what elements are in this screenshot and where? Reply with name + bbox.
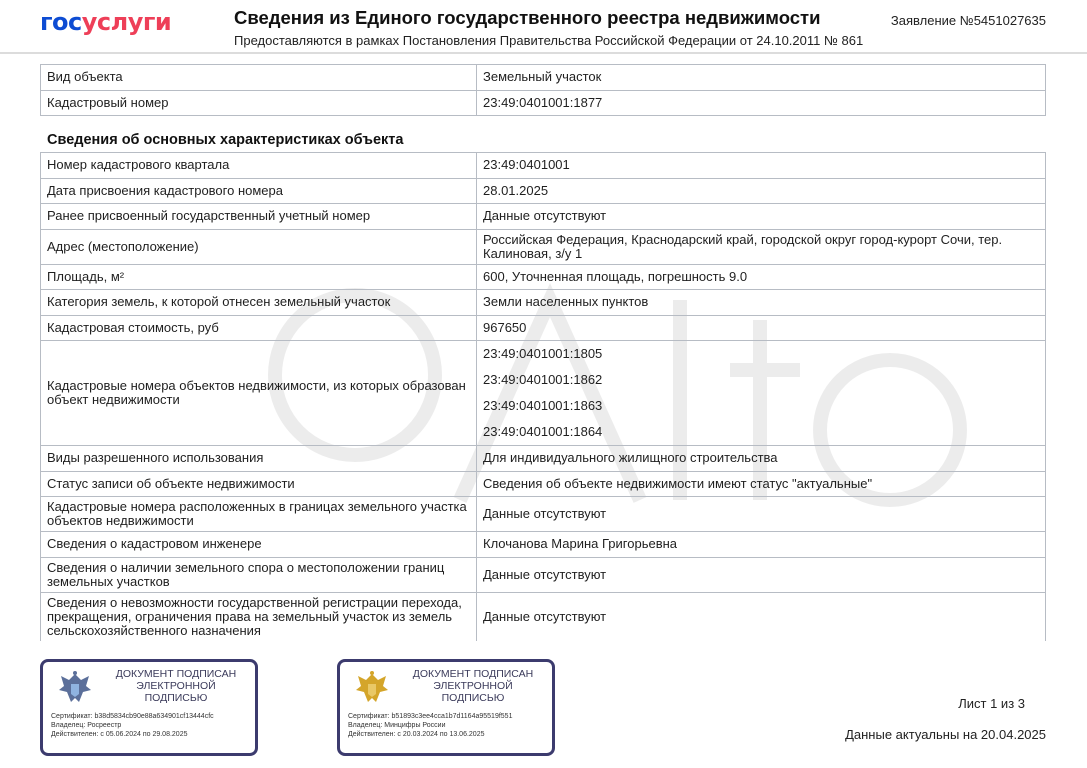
- row-label: Сведения о невозможности государственной регистрации перехода, прекращения, ограничения права на земельный участок из земель сельскохозяйственного назначения: [41, 592, 477, 641]
- row-value: Данные отсутствуют: [477, 204, 1046, 230]
- row-label: Дата присвоения кадастрового номера: [41, 178, 477, 204]
- page-indicator: Лист 1 из 3: [958, 696, 1025, 711]
- section-title: Сведения об основных характеристиках объекта: [47, 132, 404, 148]
- table-row: [41, 341, 1046, 446]
- row-value: 28.01.2025: [477, 178, 1046, 204]
- row-value: 967650: [477, 315, 1046, 341]
- document-title: Сведения из Единого государственного реестра недвижимости: [234, 7, 821, 28]
- row-value-list: [477, 341, 1046, 446]
- signature-stamp-mincifry: [337, 659, 555, 756]
- row-label: Площадь, м²: [41, 264, 477, 290]
- certificate-validity: Действителен: с 20.03.2024 по 13.06.2025: [348, 731, 485, 738]
- table-row: [41, 497, 1046, 532]
- russian-coat-of-arms-icon: [352, 668, 392, 708]
- row-value: Данные отсутствуют: [477, 557, 1046, 592]
- table-row: [41, 592, 1046, 641]
- row-label: Виды разрешенного использования: [41, 446, 477, 472]
- table-row: [41, 153, 1046, 179]
- row-value: Данные отсутствуют: [477, 497, 1046, 532]
- row-label: Ранее присвоенный государственный учетный номер: [41, 204, 477, 230]
- row-value: Данные отсутствуют: [477, 592, 1046, 641]
- table-row: [41, 557, 1046, 592]
- rosreestr-emblem-icon: [55, 668, 95, 708]
- document-header: [0, 0, 1087, 54]
- row-value: 600, Уточненная площадь, погрешность 9.0: [477, 264, 1046, 290]
- table-row: [41, 65, 1046, 91]
- data-actual-date: Данные актуальны на 20.04.2025: [845, 727, 1046, 742]
- row-label: Кадастровые номера расположенных в границах земельного участка объектов недвижимости: [41, 497, 477, 532]
- certificate-id: Сертификат: b51893c3ee4cca1b7d1164a95519f551: [348, 713, 513, 720]
- row-value: Земли населенных пунктов: [477, 290, 1046, 316]
- table-row: [41, 446, 1046, 472]
- gosuslugi-logo: госуслуги: [40, 8, 172, 36]
- row-label: Сведения о наличии земельного спора о местоположении границ земельных участков: [41, 557, 477, 592]
- cadastral-number: 23:49:0401001:1862: [483, 372, 603, 387]
- row-label: Сведения о кадастровом инженере: [41, 532, 477, 558]
- certificate-validity: Действителен: с 05.06.2024 по 29.08.2025: [51, 731, 188, 738]
- cadastral-number: 23:49:0401001:1863: [483, 398, 603, 413]
- row-value: 23:49:0401001: [477, 153, 1046, 179]
- certificate-owner: Владелец: Минцифры России: [348, 722, 446, 729]
- cadastral-number: 23:49:0401001:1864: [483, 424, 603, 439]
- row-label: Статус записи об объекте недвижимости: [41, 471, 477, 497]
- row-label: Вид объекта: [41, 65, 477, 91]
- stamp-certificate-info: [348, 712, 512, 739]
- cadastral-number: 23:49:0401001:1805: [483, 346, 603, 361]
- row-value: Клочанова Марина Григорьевна: [477, 532, 1046, 558]
- stamp-heading: ДОКУМЕНТ ПОДПИСАН ЭЛЕКТРОННОЙ ПОДПИСЬЮ: [412, 668, 534, 704]
- certificate-owner: Владелец: Росреестр: [51, 722, 122, 729]
- object-table: [40, 64, 1046, 116]
- characteristics-table: [40, 152, 1046, 641]
- row-value: 23:49:0401001:1877: [477, 90, 1046, 116]
- table-row: [41, 471, 1046, 497]
- row-label: Кадастровый номер: [41, 90, 477, 116]
- row-value: Российская Федерация, Краснодарский край, городской округ город-курорт Сочи, тер. Калиновая, з/у 1: [477, 229, 1046, 264]
- signature-stamp-rosreestr: [40, 659, 258, 756]
- row-value: Для индивидуального жилищного строительства: [477, 446, 1046, 472]
- row-label: Номер кадастрового квартала: [41, 153, 477, 179]
- row-label: Кадастровая стоимость, руб: [41, 315, 477, 341]
- table-row: [41, 229, 1046, 264]
- row-value: Земельный участок: [477, 65, 1046, 91]
- row-label: Категория земель, к которой отнесен земельный участок: [41, 290, 477, 316]
- table-row: [41, 290, 1046, 316]
- row-label: Адрес (местоположение): [41, 229, 477, 264]
- table-row: [41, 90, 1046, 116]
- table-row: [41, 264, 1046, 290]
- row-label: Кадастровые номера объектов недвижимости, из которых образован объект недвижимости: [41, 341, 477, 446]
- stamp-certificate-info: [51, 712, 214, 739]
- table-row: [41, 178, 1046, 204]
- application-number: Заявление №5451027635: [890, 13, 1046, 28]
- table-row: [41, 204, 1046, 230]
- document-subtitle: Предоставляются в рамках Постановления Правительства Российской Федерации от 24.10.2011 № 861: [234, 33, 864, 48]
- stamp-heading: ДОКУМЕНТ ПОДПИСАН ЭЛЕКТРОННОЙ ПОДПИСЬЮ: [115, 668, 237, 704]
- row-value: Сведения об объекте недвижимости имеют статус "актуальные": [477, 471, 1046, 497]
- certificate-id: Сертификат: b38d5834cb90e88a634901cf13444cfc: [51, 713, 214, 720]
- table-row: [41, 315, 1046, 341]
- table-row: [41, 532, 1046, 558]
